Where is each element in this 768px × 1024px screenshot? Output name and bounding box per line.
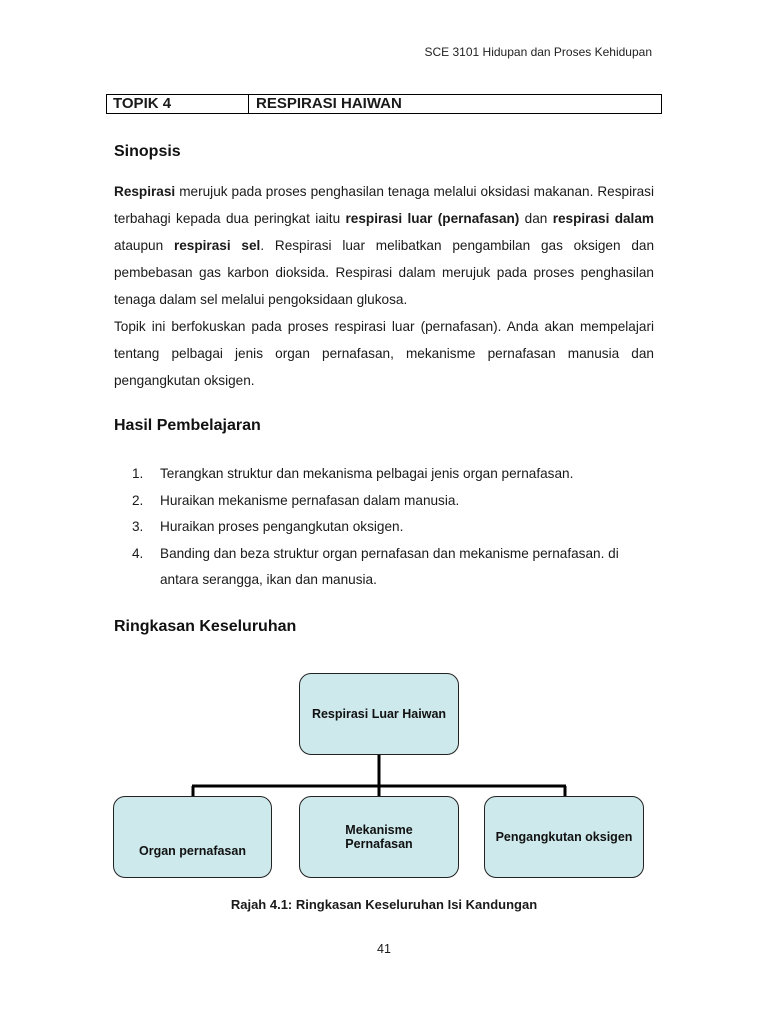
bold-term: respirasi luar (pernafasan) xyxy=(345,211,520,226)
sinopsis-heading: Sinopsis xyxy=(114,143,181,160)
running-header: SCE 3101 Hidupan dan Proses Kehidupan xyxy=(424,45,652,59)
topic-table xyxy=(106,94,662,114)
bold-term: respirasi dalam xyxy=(552,211,654,226)
text-run: dan xyxy=(519,211,553,226)
topic-label: TOPIK 4 xyxy=(107,95,249,113)
list-item-number: 3. xyxy=(132,519,144,534)
list-item-text: Terangkan struktur dan mekanisma pelbagai jenis organ pernafasan. xyxy=(160,466,574,481)
list-item xyxy=(132,461,672,488)
list-item-number: 2. xyxy=(132,492,144,508)
sinopsis-paragraph-1 xyxy=(114,178,654,313)
list-item xyxy=(132,541,628,594)
list-item-text: Huraikan mekanisme pernafasan dalam manusia. xyxy=(160,492,460,508)
page-number: 41 xyxy=(377,942,391,956)
text-run: ataupun xyxy=(114,238,174,253)
sinopsis-paragraph-2: Topik ini berfokuskan pada proses respirasi luar (pernafasan). Anda akan mempelajari tentang pelbagai jenis organ pernafasan, mekanisme pernafasan manusia dan pengangkutan oksigen. xyxy=(114,319,654,388)
learning-outcomes-list xyxy=(132,461,672,594)
list-item-number: 4. xyxy=(132,545,144,561)
list-item-text: Banding dan beza struktur organ pernafasan dan mekanisme pernafasan. di antara serangga, ikan dan manusia. xyxy=(160,545,619,587)
text-run: merujuk pada proses penghasilan tenaga melalui oksidasi makanan. Respirasi terbahagi kepada dua peringkat iaitu xyxy=(114,184,654,226)
diagram-root-box: Respirasi Luar Haiwan xyxy=(299,673,459,755)
list-item-text: Huraikan proses pengangkutan oksigen. xyxy=(160,519,404,534)
figure-caption: Rajah 4.1: Ringkasan Keseluruhan Isi Kandungan xyxy=(230,897,538,912)
hasil-heading: Hasil Pembelajaran xyxy=(114,417,261,434)
bold-term: Respirasi xyxy=(114,184,176,199)
ringkasan-heading: Ringkasan Keseluruhan xyxy=(114,618,297,635)
topic-title: RESPIRASI HAIWAN xyxy=(256,95,402,112)
bold-term: respirasi sel xyxy=(173,238,261,253)
diagram-child-box-organ: Organ pernafasan xyxy=(113,796,272,878)
diagram-child-box-mekanisme: Mekanisme Pernafasan xyxy=(299,796,459,878)
list-item xyxy=(132,488,672,515)
text-run: . Respirasi luar melibatkan pengambilan gas oksigen dan pembebasan gas karbon dioksida. Respirasi dalam merujuk pada proses penghasilan tenaga dalam sel melalui pengoksidaan glukosa. xyxy=(114,238,654,307)
list-item xyxy=(132,514,672,541)
diagram-child-box-pengangkutan: Pengangkutan oksigen xyxy=(484,796,644,878)
list-item-number: 1. xyxy=(132,466,144,481)
